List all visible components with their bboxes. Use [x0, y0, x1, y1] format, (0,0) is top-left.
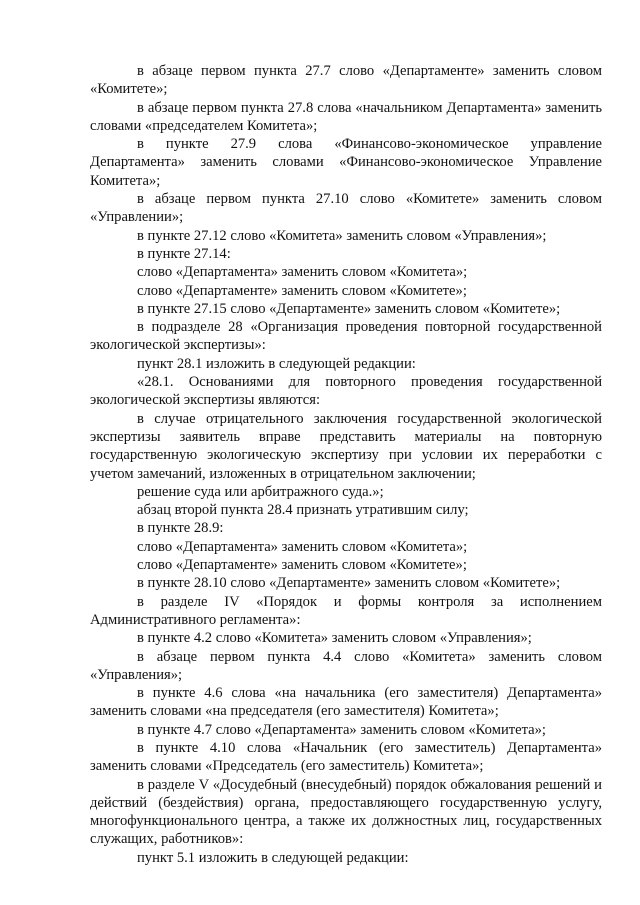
paragraph: в пункте 28.9: [137, 520, 224, 537]
paragraph: слово «Департамента» заменить словом «Комитета»; [137, 538, 468, 555]
paragraph: в подразделе 28 «Организация проведения повторной государственной экологической экспертизы»: [90, 319, 602, 354]
document-page [90, 62, 602, 867]
paragraph: в пункте 4.2 слово «Комитета» заменить словом «Управления»; [137, 630, 532, 647]
paragraph: в пункте 4.6 слова «на начальника (его заместителя) Департамента» заменить словами «на председателя (его заместителя) Комитета»; [90, 685, 602, 720]
paragraph: в абзаце первом пункта 27.8 слова «начальником Департамента» заменить словами «председателем Комитета»; [90, 99, 602, 134]
paragraph: в пункте 4.10 слова «Начальник (его заместитель) Департамента» заменить словами «Председатель (его заместитель) Комитета»; [90, 739, 602, 775]
paragraph: в абзаце первом пункта 27.7 слово «Департаменте» заменить словом «Комитете»; [90, 63, 602, 98]
paragraph: пункт 28.1 изложить в следующей редакции: [137, 355, 416, 372]
paragraph: в абзаце первом пункта 27.10 слово «Комитете» заменить словом «Управлении»; [90, 191, 602, 226]
paragraph: слово «Департаменте» заменить словом «Комитете»; [137, 282, 467, 299]
paragraph: в пункте 28.10 слово «Департаменте» заменить словом «Комитете»; [137, 575, 561, 592]
paragraph: пункт 5.1 изложить в следующей редакции: [137, 849, 409, 866]
paragraph: слово «Департамента» заменить словом «Комитета»; [137, 264, 468, 281]
paragraph: в пункте 27.9 слова «Финансово-экономическое управление Департамента» заменить словами «Финансово-экономическое Управление Комитета»; [90, 136, 602, 189]
paragraph: решение суда или арбитражного суда.»; [137, 483, 384, 500]
paragraph: «28.1. Основаниями для повторного проведения государственной экологической экспертизы являются: [90, 374, 602, 409]
paragraph: в разделе IV «Порядок и формы контроля за исполнением Административного регламента»: [90, 593, 602, 628]
paragraph: в пункте 27.14: [137, 245, 231, 262]
paragraph: в пункте 4.7 слово «Департамента» заменить словом «Комитета»; [137, 721, 546, 738]
paragraph: в абзаце первом пункта 4.4 слово «Комитета» заменить словом «Управления»; [90, 648, 602, 683]
paragraph: абзац второй пункта 28.4 признать утратившим силу; [137, 502, 469, 519]
paragraph: в пункте 27.12 слово «Комитета» заменить словом «Управления»; [137, 227, 547, 244]
paragraph: в пункте 27.15 слово «Департаменте» заменить словом «Комитете»; [137, 300, 561, 317]
paragraph: в случае отрицательного заключения государственной экологической экспертизы заявитель вправе представить материалы на повторную государственную экологическую экспертизу при условии их переработки с учетом замечаний, изложенных в отрицательном заключении; [90, 410, 602, 482]
paragraph: слово «Департаменте» заменить словом «Комитете»; [137, 557, 467, 574]
paragraph: в разделе V «Досудебный (внесудебный) порядок обжалования решений и действий (бездействия) органа, предоставляющего государственную услугу, многофункционального центра, а также их должностных лиц, государственных служащих, работников»: [90, 776, 602, 848]
